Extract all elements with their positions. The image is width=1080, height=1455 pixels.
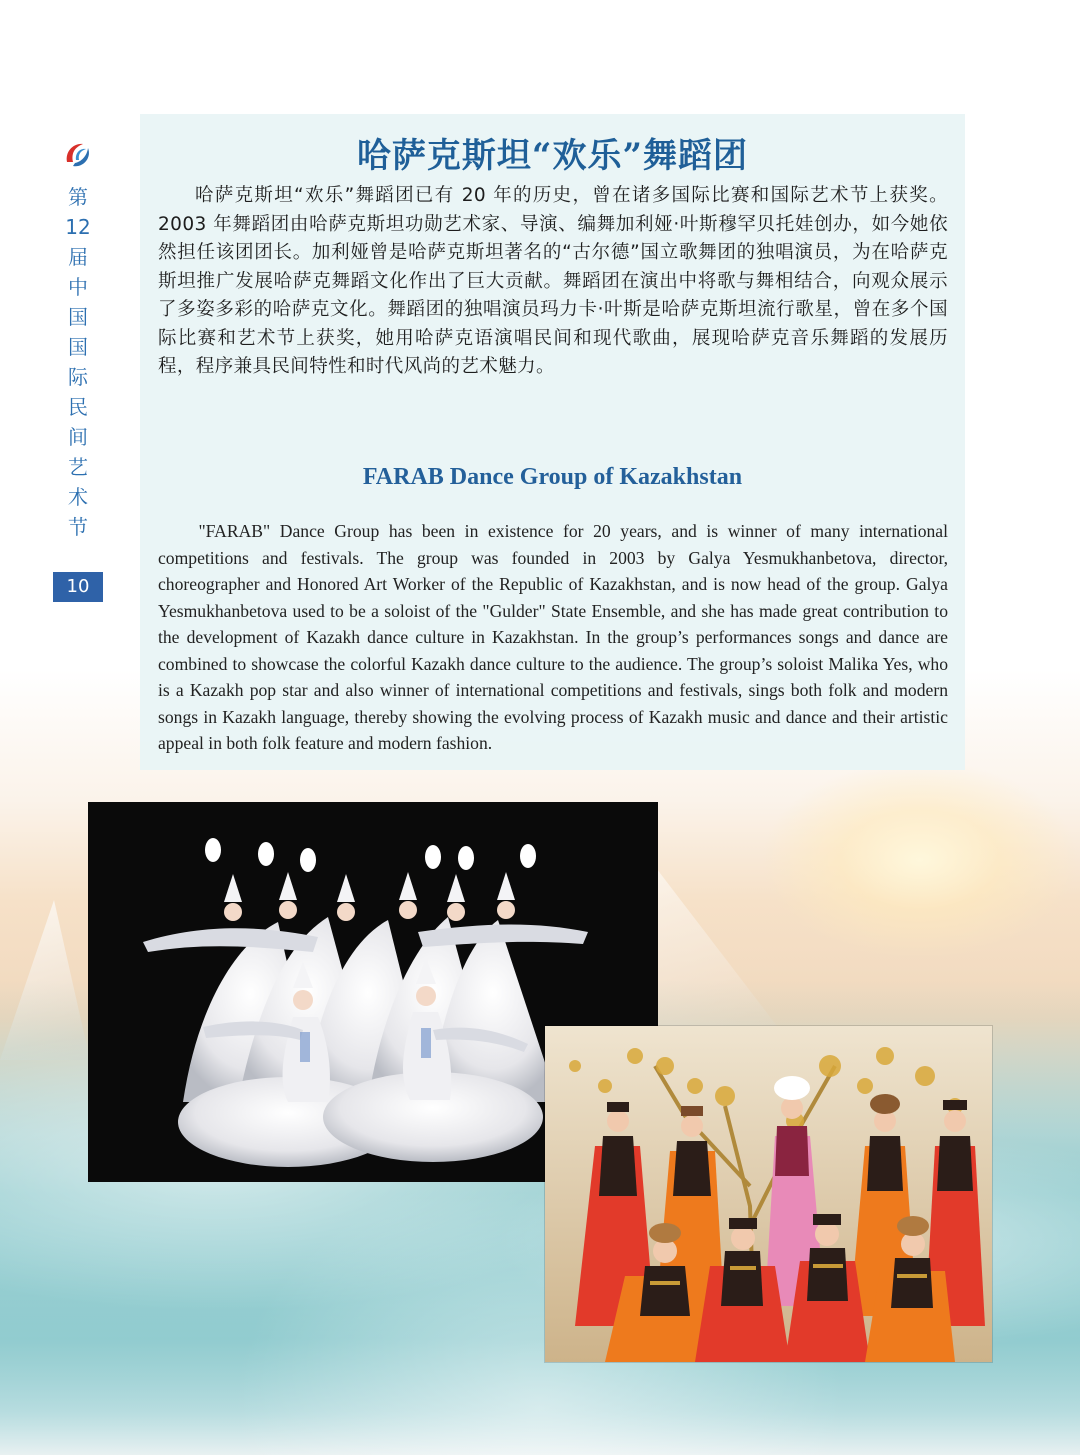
vertical-title-char: 第 [68,185,88,209]
vertical-festival-title [62,182,94,542]
english-paragraph: "FARAB" Dance Group has been in existence for 20 years, and is winner of many international competitions and festivals. The group was founded in 2003 by Galya Yesmukhanbetova, director, choreographer and Honored Art Worker of the Republic of Kazakhstan, and is now head of the group. Galya Yesmukhanbetova used to be a soloist of the "Gulder" State Ensemble, and she has made great contribution to the development of Kazakh dance culture in Kazakhstan. In the group’s performances songs and dance are combined to showcase the colorful Kazakh dance culture to the audience. The group’s soloist Malika Yes, who is a Kazakh pop star and also winner of international competitions and festivals, sings both folk and modern songs in Kazakh language, thereby showing the evolving process of Kazakh music and dance and their artistic appeal in both folk feature and modern fashion. [158,521,948,753]
english-title: FARAB Dance Group of Kazakhstan [362,464,743,490]
sun-glow [760,760,1080,960]
vertical-title-char: 际 [68,365,88,389]
chinese-title: 哈萨克斯坦“欢乐”舞蹈团 [356,136,749,176]
chinese-paragraph: 哈萨克斯坦“欢乐”舞蹈团已有 20 年的历史，曾在诸多国际比赛和国际艺术节上获奖。2003 年舞蹈团由哈萨克斯坦功勋艺术家、导演、编舞加利娅·叶斯穆罕贝托娃创办，如今她依然担任该团团长。加利娅曾是哈萨克斯坦著名的“古尔德”国立歌舞团的独唱演员，为在哈萨克斯坦推广发展哈萨克舞蹈文化作出了巨大贡献。舞蹈团在演出中将歌与舞相结合，向观众展示了多姿多彩的哈萨克文化。舞蹈团的独唱演员玛力卡·叶斯是哈萨克斯坦流行歌星，曾在多个国际比赛和艺术节上获奖，她用哈萨克语演唱民间和现代歌曲，展现哈萨克音乐舞蹈的发展历程，程序兼具民间特性和时代风尚的艺术魅力。 [158,185,948,377]
photo-red-costume-dancers [545,1026,992,1362]
vertical-title-char: 间 [68,425,88,449]
vertical-title-char: 节 [68,515,88,539]
vertical-title-char: 12 [65,215,91,239]
vertical-title-char: 国 [68,335,88,359]
vertical-title-char: 国 [68,305,88,329]
vertical-title-char: 术 [68,485,88,509]
page-number-badge: 10 [53,572,103,602]
vertical-title-char: 艺 [68,455,88,479]
vertical-title-char: 民 [68,395,88,419]
festival-logo-icon [61,138,95,172]
vertical-title-char: 届 [68,245,88,269]
vertical-title-char: 中 [68,275,88,299]
